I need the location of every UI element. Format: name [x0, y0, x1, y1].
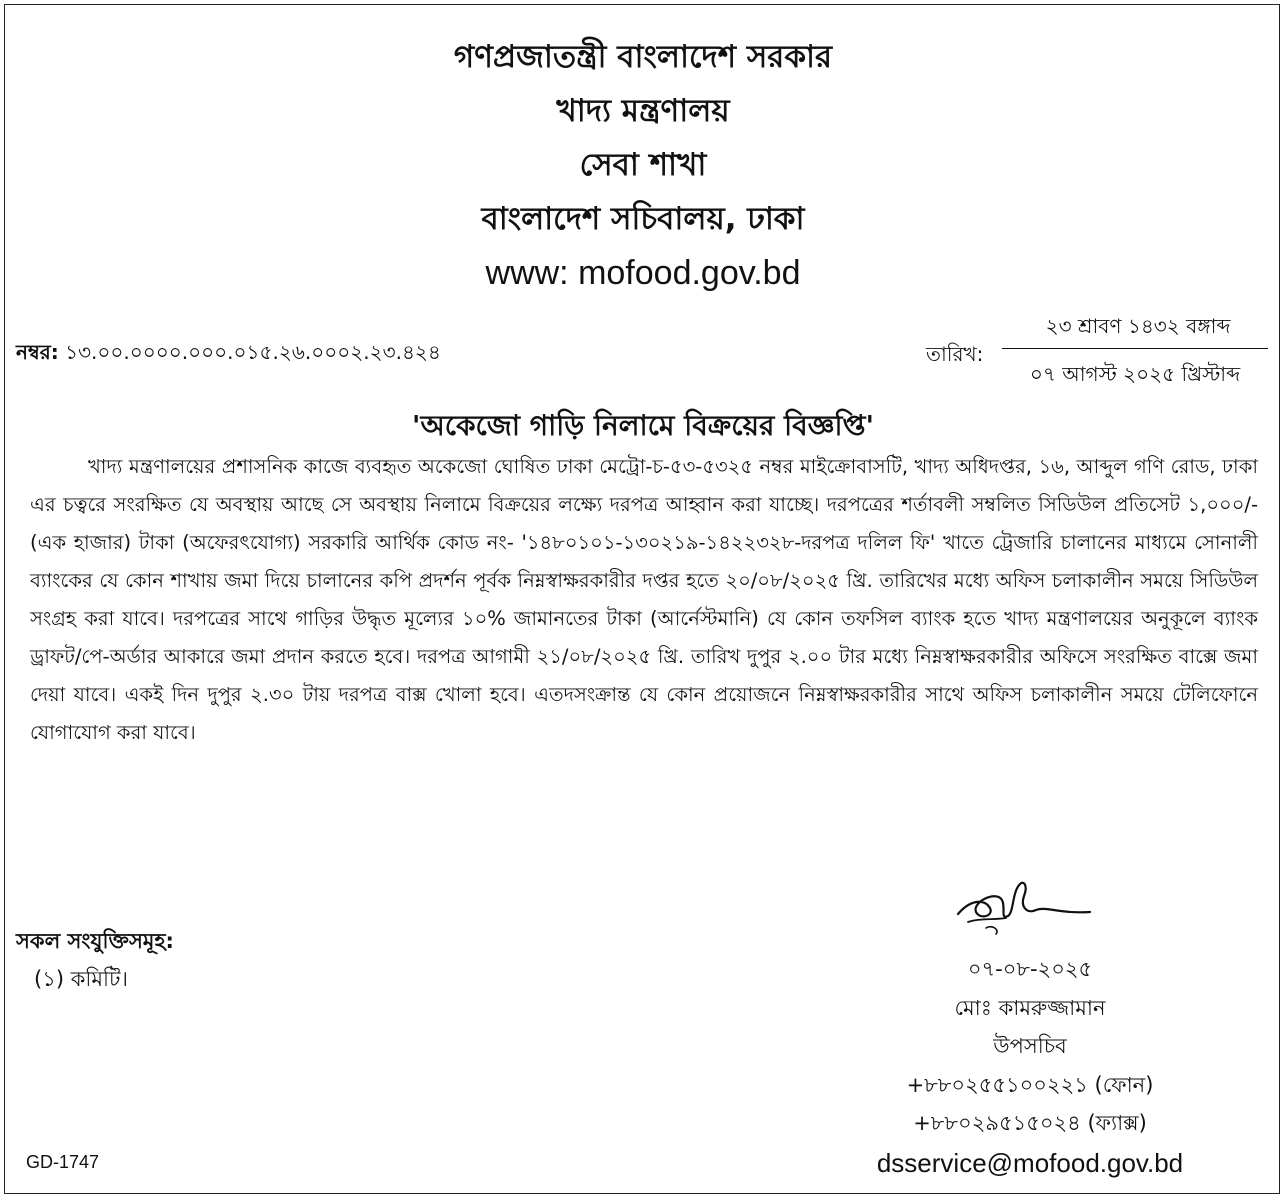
signatory-block — [860, 950, 1200, 1183]
footer-code: GD-1747 — [26, 1152, 100, 1172]
handwritten-signature — [950, 870, 1100, 940]
signatory-designation: উপসচিব — [993, 1034, 1067, 1058]
signature-date: ০৭-০৮-২০২৫ — [967, 957, 1093, 981]
fax-number: +৮৮০২৯৫১৫০২৪ (ফ্যাক্স) — [913, 1111, 1147, 1135]
date-divider — [1002, 348, 1268, 349]
government-title: গণপ্রজাতন্ত্রী বাংলাদেশ সরকার — [453, 39, 833, 75]
ministry-name: খাদ্য মন্ত্রণালয় — [556, 93, 730, 129]
memo-value: ১৩.০০.০০০০.০০০.০১৫.২৬.০০০২.২৩.৪২৪ — [65, 340, 441, 364]
office-address: বাংলাদেশ সচিবালয়, ঢাকা — [481, 201, 805, 237]
date-label: তারিখ: — [926, 342, 984, 366]
date-bangla: ২৩ শ্রাবণ ১৪৩২ বঙ্গাব্দ — [1045, 314, 1231, 338]
date-block — [926, 312, 1270, 392]
date-english: ০৭ আগস্ট ২০২৫ খ্রিস্টাব্দ — [1029, 362, 1241, 386]
notice-body: খাদ্য মন্ত্রণালয়ের প্রশাসনিক কাজে ব্যবহৃত অকেজো ঘোষিত ঢাকা মেট্রো-চ-৫৩-৫৩২৫ নম্বর মাইক্রোবাসটি, খাদ্য অধিদপ্তর, ১৬, আব্দুল গণি রোড, ঢাকা এর চত্বরে সংরক্ষিত যে অবস্থায় আছে সে অবস্থায় নিলামে বিক্রয়ের লক্ষ্যে দরপত্র আহ্বান করা যাচ্ছে। দরপত্রের শর্তাবলী সম্বলিত সিডিউল প্রতিসেট ১,০০০/-(এক হাজার) টাকা (অফেরৎযোগ্য) সরকারি আর্থিক কোড নং- '১৪৮০১০১-১৩০২১৯-১৪২২৩২৮-দরপত্র দলিল ফি' খাতে ট্রেজারি চালানের মাধ্যমে সোনালী ব্যাংকের যে কোন শাখায় জমা দিয়ে চালানের কপি প্রদর্শন পূর্বক নিম্নস্বাক্ষরকারীর দপ্তর হতে ২০/০৮/২০২৫ খ্রি. তারিখের মধ্যে অফিস চলাকালীন সময়ে সিডিউল সংগ্রহ করা যাবে। দরপত্রের সাথে গাড়ির উদ্ধৃত মূল্যের ১০% জামানতের টাকা (আর্নেস্টমানি) যে কোন তফসিল ব্যাংক হতে খাদ্য মন্ত্রণালয়ের অনুকূলে ব্যাংক ড্রাফট/পে-অর্ডার আকারে জমা প্রদান করতে হবে। দরপত্র আগামী ২১/০৮/২০২৫ খ্রি. তারিখ দুপুর ২.০০ টার মধ্যে নিম্নস্বাক্ষরকারীর অফিসে সংরক্ষিত বাক্সে জমা দেয়া যাবে। একই দিন দুপুর ২.৩০ টায় দরপত্র বাক্স খোলা হবে। এতদসংক্রান্ত যে কোন প্রয়োজনে নিম্নস্বাক্ষরকারীর সাথে অফিস চলাকালীন সময়ে টেলিফোনে যোগাযোগ করা যাবে। — [30, 455, 1258, 744]
attachments-label: সকল সংযুক্তিসমূহ: — [16, 929, 174, 953]
phone-number: +৮৮০২৫৫১০০২২১ (ফোন) — [906, 1072, 1154, 1097]
email-address[interactable]: dsservice@mofood.gov.bd — [876, 1147, 1184, 1178]
memo-number — [16, 338, 441, 371]
attachment-item: (১) কমিটি। — [34, 967, 129, 991]
memo-label: নম্বর: — [16, 340, 59, 364]
website-link[interactable]: www: mofood.gov.bd — [485, 254, 801, 292]
letterhead — [0, 30, 1286, 300]
section-name: সেবা শাখা — [579, 147, 707, 183]
notice-title: 'অকেজো গাড়ি নিলামে বিক্রয়ের বিজ্ঞপ্তি' — [411, 409, 875, 442]
signatory-name: মোঃ কামরুজ্জামান — [954, 995, 1106, 1020]
